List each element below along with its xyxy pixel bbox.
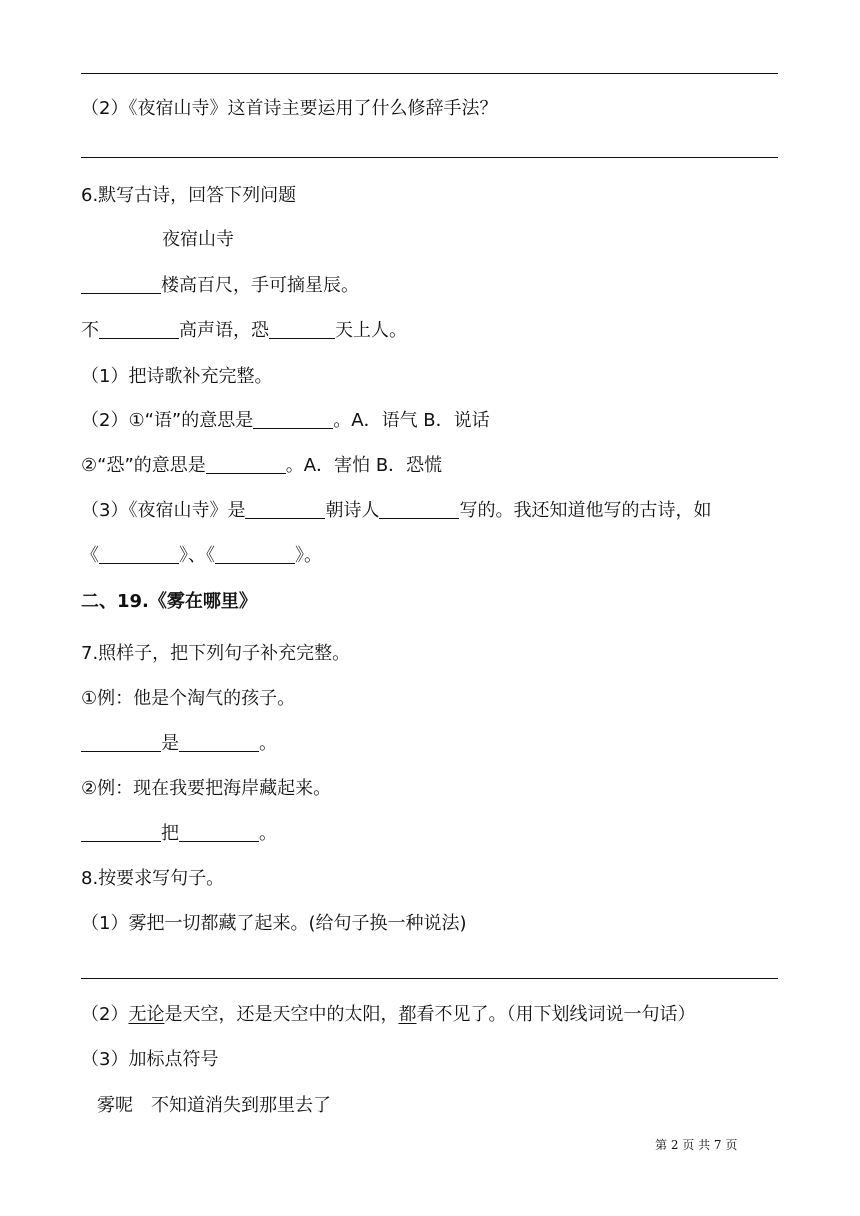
fill-blank[interactable] (269, 320, 335, 339)
fill-blank[interactable] (81, 733, 161, 752)
q7-heading: 7.照样子，把下列句子补充完整。 (81, 643, 351, 664)
q6-sub2b: ②“恐”的意思是 。A．害怕 B．恐慌 (81, 455, 443, 476)
fill-blank[interactable] (253, 410, 333, 429)
q8-sub2: （2）无论是天空，还是天空中的太阳，都看不见了。（用下划线词说一句话） (81, 1004, 696, 1025)
poem-line-1: 楼高百尺，手可摘星辰。 (81, 275, 359, 297)
q8-sub3: （3）加标点符号 (81, 1049, 219, 1070)
fill-blank[interactable] (99, 545, 179, 564)
page-footer: 第 2 页 共 7 页 (655, 1138, 738, 1152)
fill-blank[interactable] (81, 823, 161, 842)
fill-blank[interactable] (81, 275, 161, 294)
poem-line-2: 不 高声语，恐 天上人。 (81, 320, 407, 341)
q7-answer-1: 是 。 (81, 733, 277, 755)
q6-sub3: （3）《夜宿山寺》是 朝诗人 写的。我还知道他写的古诗，如 (81, 500, 712, 521)
section-heading: 二、19.《雾在哪里》 (81, 591, 257, 612)
answer-line (81, 157, 778, 158)
q6-sub2a: （2）①“语”的意思是 。A．语气 B．说话 (81, 410, 490, 431)
q8-sub1: （1）雾把一切都藏了起来。(给句子换一种说法) (81, 913, 467, 934)
q7-example-2: ②例：现在我要把海岸藏起来。 (81, 778, 332, 799)
q6-sub1: （1）把诗歌补充完整。 (81, 366, 273, 387)
fill-blank[interactable] (379, 500, 459, 519)
poem-title: 夜宿山寺 (162, 229, 234, 250)
q6-heading: 6.默写古诗，回答下列问题 (81, 185, 297, 206)
fill-blank[interactable] (215, 545, 295, 564)
q8-heading: 8.按要求写句子。 (81, 868, 225, 889)
q7-example-1: ①例：他是个淘气的孩子。 (81, 688, 296, 709)
q5-sub2: （2）《夜宿山寺》这首诗主要运用了什么修辞手法？ (81, 98, 498, 119)
fill-blank[interactable] (206, 455, 286, 474)
q7-answer-2: 把 。 (81, 823, 277, 845)
fill-blank[interactable] (179, 823, 259, 842)
fill-blank[interactable] (179, 733, 259, 752)
answer-line (81, 73, 778, 74)
q8-sub3-text: 雾呢 不知道消失到那里去了 (97, 1095, 331, 1116)
fill-blank[interactable] (245, 500, 325, 519)
fill-blank[interactable] (99, 320, 179, 339)
q6-sub3-cont: 《 》、《 》。 (81, 545, 322, 566)
answer-line (81, 978, 778, 979)
